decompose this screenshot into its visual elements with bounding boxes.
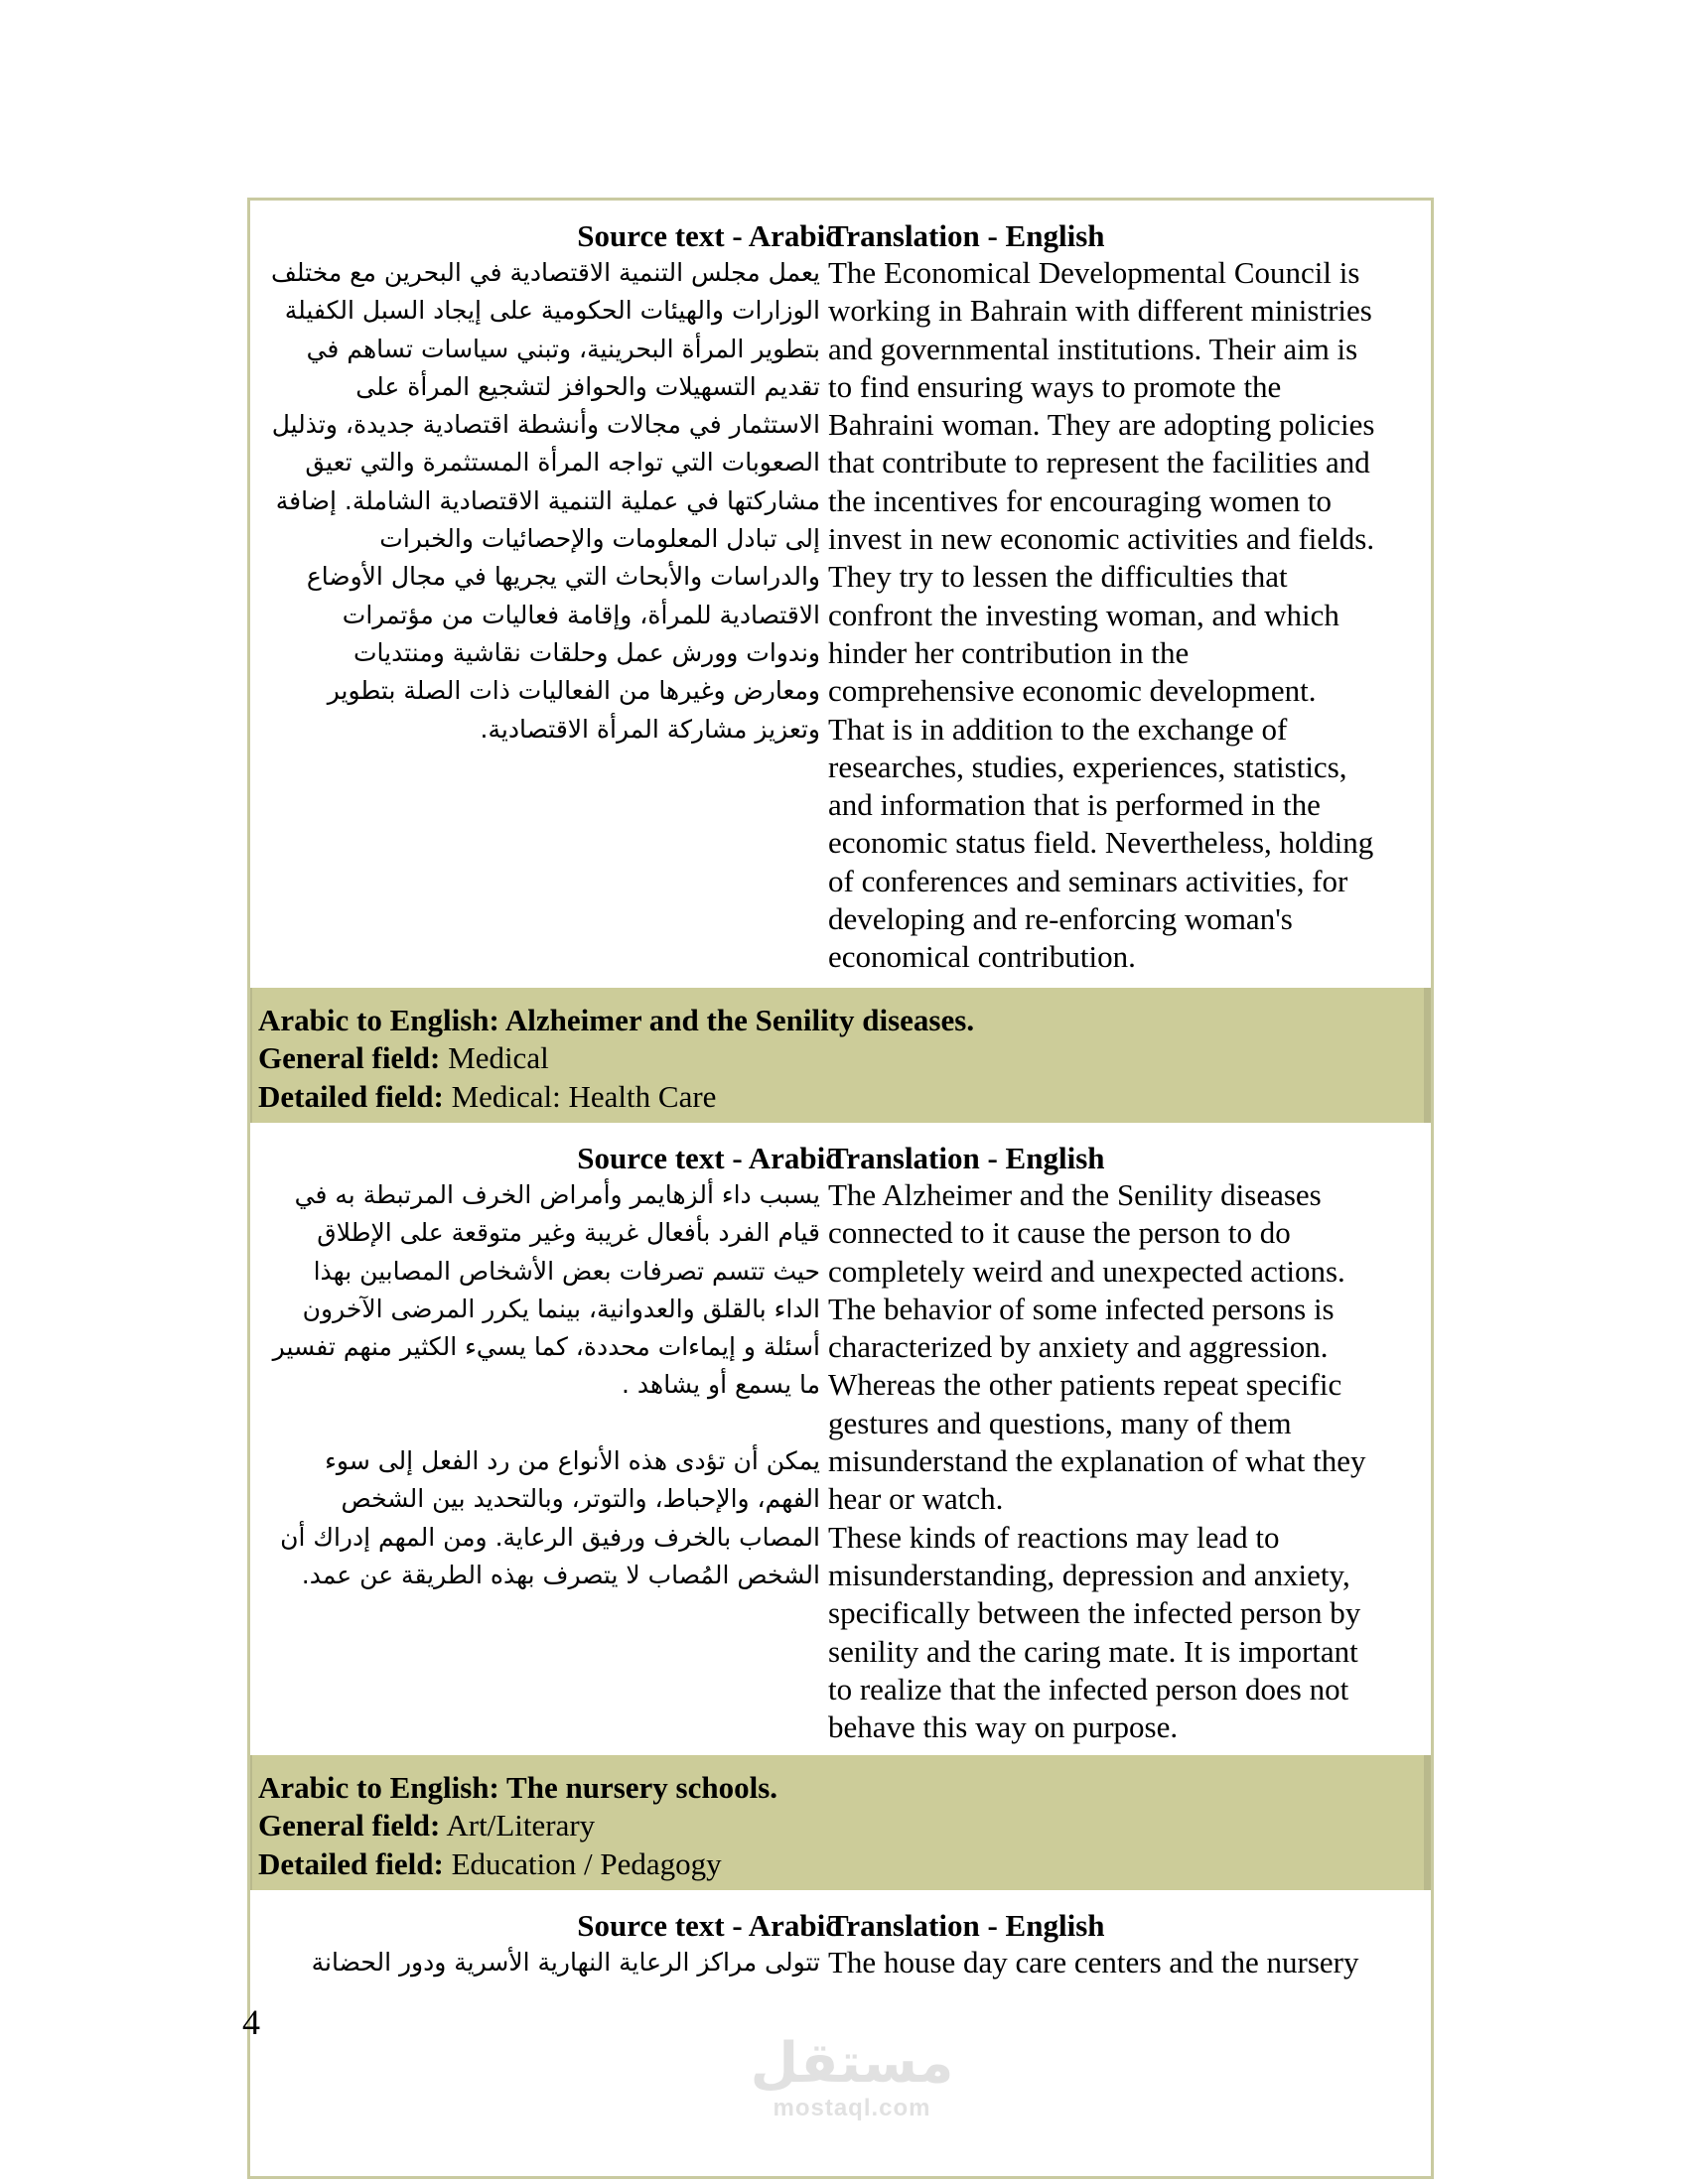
english-line: specifically between the infected person by	[828, 1595, 1361, 1631]
arabic-line: إلى تبادل المعلومات والإحصائيات والخبرات	[379, 524, 820, 554]
arabic-line: الشخص المُصاب لا يتصرف بهذه الطريقة عن عمد.	[301, 1560, 820, 1589]
arabic-line: مشاركتها في عملية التنمية الاقتصادية الشاملة. إضافة	[275, 485, 820, 515]
arabic-line: يسبب داء ألزهايمر وأمراض الخرف المرتبطة به في	[294, 1180, 820, 1209]
english-line: developing and re-enforcing woman's	[828, 901, 1293, 937]
english-line: gestures and questions, many of them	[828, 1405, 1292, 1440]
english-line: that contribute to represent the facilities and	[828, 445, 1370, 480]
translation-header: Translation - English	[828, 218, 1105, 253]
translation-table	[247, 198, 1434, 2179]
mostaql-watermark	[737, 2033, 967, 2132]
english-line: Whereas the other patients repeat specific	[828, 1367, 1342, 1403]
arabic-line: الاقتصادية للمرأة، وإقامة فعاليات من مؤتمرات	[342, 600, 820, 629]
english-line: behave this way on purpose.	[828, 1709, 1179, 1745]
english-line: misunderstanding, depression and anxiety,	[828, 1557, 1350, 1592]
arabic-line: والدراسات والأبحاث التي يجريها في مجال الأوضاع	[306, 562, 820, 592]
general-field-value: Medical	[448, 1040, 549, 1076]
english-line: hear or watch.	[828, 1481, 1004, 1517]
english-line: hinder her contribution in the	[828, 634, 1190, 670]
arabic-line: يمكن أن تؤدى هذه الأنواع من رد الفعل إلى سوء	[325, 1446, 820, 1476]
english-line: comprehensive economic development.	[828, 673, 1317, 709]
source-header: Source text - Arabic	[577, 1141, 839, 1175]
english-line: They try to lessen the difficulties that	[828, 559, 1288, 595]
arabic-line: بتطوير المرأة البحرينية، وتبني سياسات تساهم في	[306, 334, 820, 363]
english-line: the incentives for encouraging women to	[828, 482, 1333, 518]
english-line: These kinds of reactions may lead to	[828, 1519, 1280, 1555]
block-header	[250, 216, 1431, 256]
english-line: confront the investing woman, and which	[828, 597, 1339, 632]
watermark-logo: مستقل	[750, 2031, 954, 2096]
general-field-label: General field:	[258, 1040, 441, 1076]
block-header	[250, 1906, 1431, 1946]
page-number: 4	[242, 2002, 260, 2042]
english-line: and information that is performed in the	[828, 787, 1321, 823]
english-translation-text	[828, 1176, 1424, 1746]
project-info-band-2	[250, 1755, 1431, 1890]
detailed-field-label: Detailed field:	[258, 1845, 444, 1881]
arabic-line: تقديم التسهيلات والحوافز لتشجيع المرأة على	[355, 371, 820, 401]
project-title: Arabic to English: Alzheimer and the Senility diseases.	[258, 1003, 975, 1037]
arabic-source-text	[264, 1176, 820, 1594]
source-header: Source text - Arabic	[577, 218, 839, 253]
english-line: The behavior of some infected persons is	[828, 1291, 1335, 1326]
english-line: economic status field. Nevertheless, holding	[828, 825, 1374, 861]
arabic-source-text	[264, 254, 820, 749]
english-line: Bahraini woman. They are adopting policies	[828, 407, 1375, 443]
english-line: economical contribution.	[828, 939, 1136, 975]
english-line: invest in new economic activities and fields.	[828, 521, 1375, 557]
english-line: misunderstand the explanation of what they	[828, 1443, 1366, 1479]
general-field-label: General field:	[258, 1808, 441, 1843]
arabic-line: يعمل مجلس التنمية الاقتصادية في البحرين مع مختلف	[271, 258, 820, 287]
english-line: completely weird and unexpected actions.	[828, 1253, 1345, 1289]
english-line: That is in addition to the exchange of	[828, 711, 1288, 747]
english-translation-text	[828, 254, 1424, 977]
english-line: characterized by anxiety and aggression.	[828, 1329, 1329, 1365]
english-line: senility and the caring mate. It is important	[828, 1633, 1358, 1669]
translation-header: Translation - English	[828, 1908, 1105, 1943]
english-line: researches, studies, experiences, statistics,	[828, 749, 1347, 784]
english-line: The house day care centers and the nursery	[828, 1945, 1359, 1979]
arabic-line	[264, 1405, 820, 1442]
arabic-line: قيام الفرد بأفعال غريبة وغير متوقعة على الإطلاق	[317, 1218, 820, 1248]
translation-header: Translation - English	[828, 1141, 1105, 1175]
source-header: Source text - Arabic	[577, 1908, 839, 1943]
arabic-line: وتعزيز مشاركة المرأة الاقتصادية.	[480, 714, 820, 744]
arabic-line: ومعارض وغيرها من الفعاليات ذات الصلة بتطوير	[327, 676, 820, 706]
arabic-line: الاستثمار في مجالات وأنشطة اقتصادية جديدة، وتذليل	[271, 410, 820, 440]
arabic-line: وندوات وورش عمل وحلقات نقاشية ومنتديات	[353, 637, 820, 667]
detailed-field-label: Detailed field:	[258, 1078, 444, 1114]
arabic-line: تتولى مراكز الرعاية النهارية الأسرية ودور الحضانة	[311, 1948, 820, 1977]
arabic-line: الفهم، والإحباط، والتوتر، وبالتحديد بين الشخص	[341, 1484, 820, 1514]
arabic-source-text	[264, 1944, 820, 1981]
block-header	[250, 1139, 1431, 1178]
detailed-field-value: Education / Pedagogy	[451, 1845, 722, 1881]
english-line: The Economical Developmental Council is	[828, 255, 1360, 290]
arabic-line: حيث تتسم تصرفات بعض الأشخاص المصابين بهذا	[313, 1256, 820, 1286]
english-line: and governmental institutions. Their aim is	[828, 331, 1358, 366]
english-line: to find ensuring ways to promote the	[828, 368, 1282, 404]
arabic-line: الداء بالقلق والعدوانية، بينما يكرر المرضى الآخرون	[302, 1294, 820, 1323]
english-line: connected to it cause the person to do	[828, 1215, 1291, 1251]
english-line: The Alzheimer and the Senility diseases	[828, 1177, 1322, 1212]
english-line: to realize that the infected person does not	[828, 1671, 1349, 1706]
english-line: of conferences and seminars activities, for	[828, 863, 1348, 898]
arabic-line: الوزارات والهيئات الحكومية على إيجاد السبل الكفيلة	[284, 296, 820, 326]
general-field-value: Art/Literary	[446, 1808, 596, 1843]
arabic-line: ما يسمع أو يشاهد .	[622, 1370, 820, 1400]
project-title: Arabic to English: The nursery schools.	[258, 1770, 778, 1805]
detailed-field-value: Medical: Health Care	[451, 1078, 717, 1114]
arabic-line: المصاب بالخرف ورفيق الرعاية. ومن المهم إدراك أن	[280, 1522, 820, 1552]
arabic-line: أسئلة و إيماءات محددة، كما يسيء الكثير منهم تفسير	[272, 1332, 820, 1362]
watermark-site: mostaql.com	[773, 2095, 931, 2121]
english-line: working in Bahrain with different ministries	[828, 293, 1372, 329]
english-translation-text	[828, 1944, 1424, 1981]
arabic-line: الصعوبات التي تواجه المرأة المستثمرة والتي تعيق	[305, 448, 820, 478]
project-info-band-1	[250, 988, 1431, 1123]
